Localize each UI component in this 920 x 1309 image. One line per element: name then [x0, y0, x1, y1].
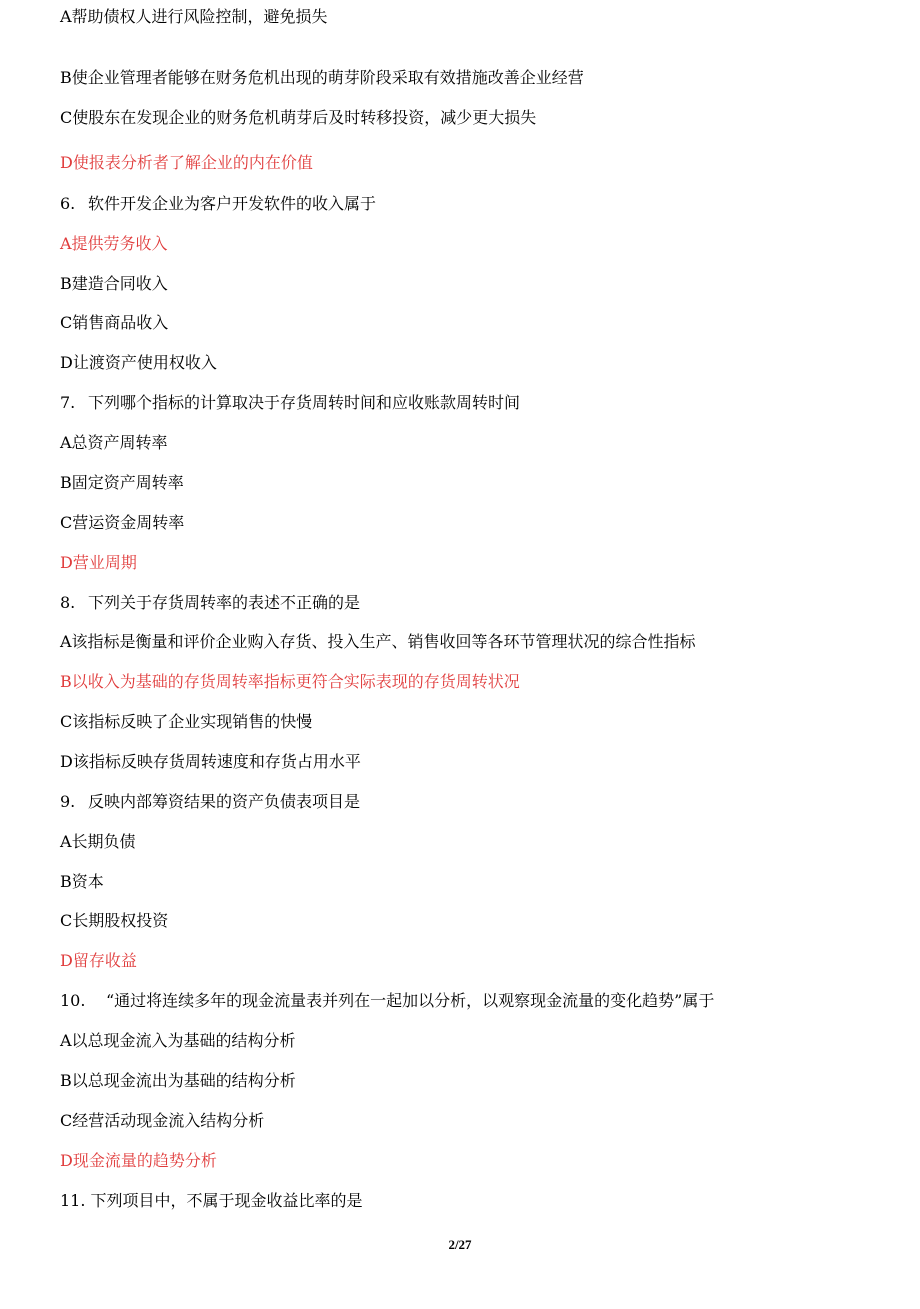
- q7-question: [60, 392, 520, 414]
- q5-option-b: B使企业管理者能够在财务危机出现的萌芽阶段采取有效措施改善企业经营: [60, 68, 584, 87]
- q7-number: 7.: [60, 393, 76, 412]
- q9-option-d-answer: D留存收益: [60, 951, 137, 970]
- q7-option-b: B固定资产周转率: [60, 473, 184, 492]
- q6-option-a-answer: A提供劳务收入: [60, 234, 168, 253]
- q7-text: 下列哪个指标的计算取决于存货周转时间和应收账款周转时间: [88, 393, 521, 412]
- q8-option-b-answer: B以收入为基础的存货周转率指标更符合实际表现的存货周转状况: [60, 672, 520, 691]
- q9-number: 9.: [60, 792, 76, 811]
- q6-option-b: B建造合同收入: [60, 274, 168, 293]
- q8-option-c: C该指标反映了企业实现销售的快慢: [60, 712, 313, 731]
- q9-option-b: B资本: [60, 872, 104, 891]
- q5-option-c: C使股东在发现企业的财务危机萌芽后及时转移投资，减少更大损失: [60, 108, 537, 127]
- q5-option-d-answer: D使报表分析者了解企业的内在价值: [60, 153, 313, 172]
- q7-option-a: A总资产周转率: [60, 433, 168, 452]
- q5-option-a: A帮助债权人进行风险控制，避免损失: [60, 7, 328, 26]
- q8-option-d: D该指标反映存货周转速度和存货占用水平: [60, 752, 361, 771]
- q10-number: 10.: [60, 991, 86, 1010]
- q8-question: [60, 592, 360, 614]
- q8-option-a: A该指标是衡量和评价企业购入存货、投入生产、销售收回等各环节管理状况的综合性指标: [60, 632, 696, 651]
- q6-question: [60, 193, 376, 215]
- q6-option-d: D让渡资产使用权收入: [60, 353, 217, 372]
- q10-option-c: C经营活动现金流入结构分析: [60, 1111, 265, 1130]
- q10-question: [60, 990, 714, 1012]
- q10-text: “通过将连续多年的现金流量表并列在一起加以分析，以观察现金流量的变化趋势”属于: [106, 991, 715, 1010]
- q11-question: 11. 下列项目中，不属于现金收益比率的是: [60, 1191, 363, 1210]
- q9-option-a: A长期负债: [60, 832, 136, 851]
- q6-option-c: C销售商品收入: [60, 313, 169, 332]
- q6-number: 6.: [60, 194, 76, 213]
- q8-text: 下列关于存货周转率的表述不正确的是: [88, 593, 361, 612]
- q7-option-d-answer: D营业周期: [60, 553, 137, 572]
- page-number: 2/27: [448, 1237, 472, 1252]
- q9-text: 反映内部筹资结果的资产负债表项目是: [88, 792, 361, 811]
- q10-option-a: A以总现金流入为基础的结构分析: [60, 1031, 296, 1050]
- q10-option-d-answer: D现金流量的趋势分析: [60, 1151, 217, 1170]
- q10-option-b: B以总现金流出为基础的结构分析: [60, 1071, 296, 1090]
- q9-option-c: C长期股权投资: [60, 911, 169, 930]
- q8-number: 8.: [60, 593, 76, 612]
- q9-question: [60, 791, 360, 813]
- q6-text: 软件开发企业为客户开发软件的收入属于: [88, 194, 377, 213]
- q7-option-c: C营运资金周转率: [60, 513, 185, 532]
